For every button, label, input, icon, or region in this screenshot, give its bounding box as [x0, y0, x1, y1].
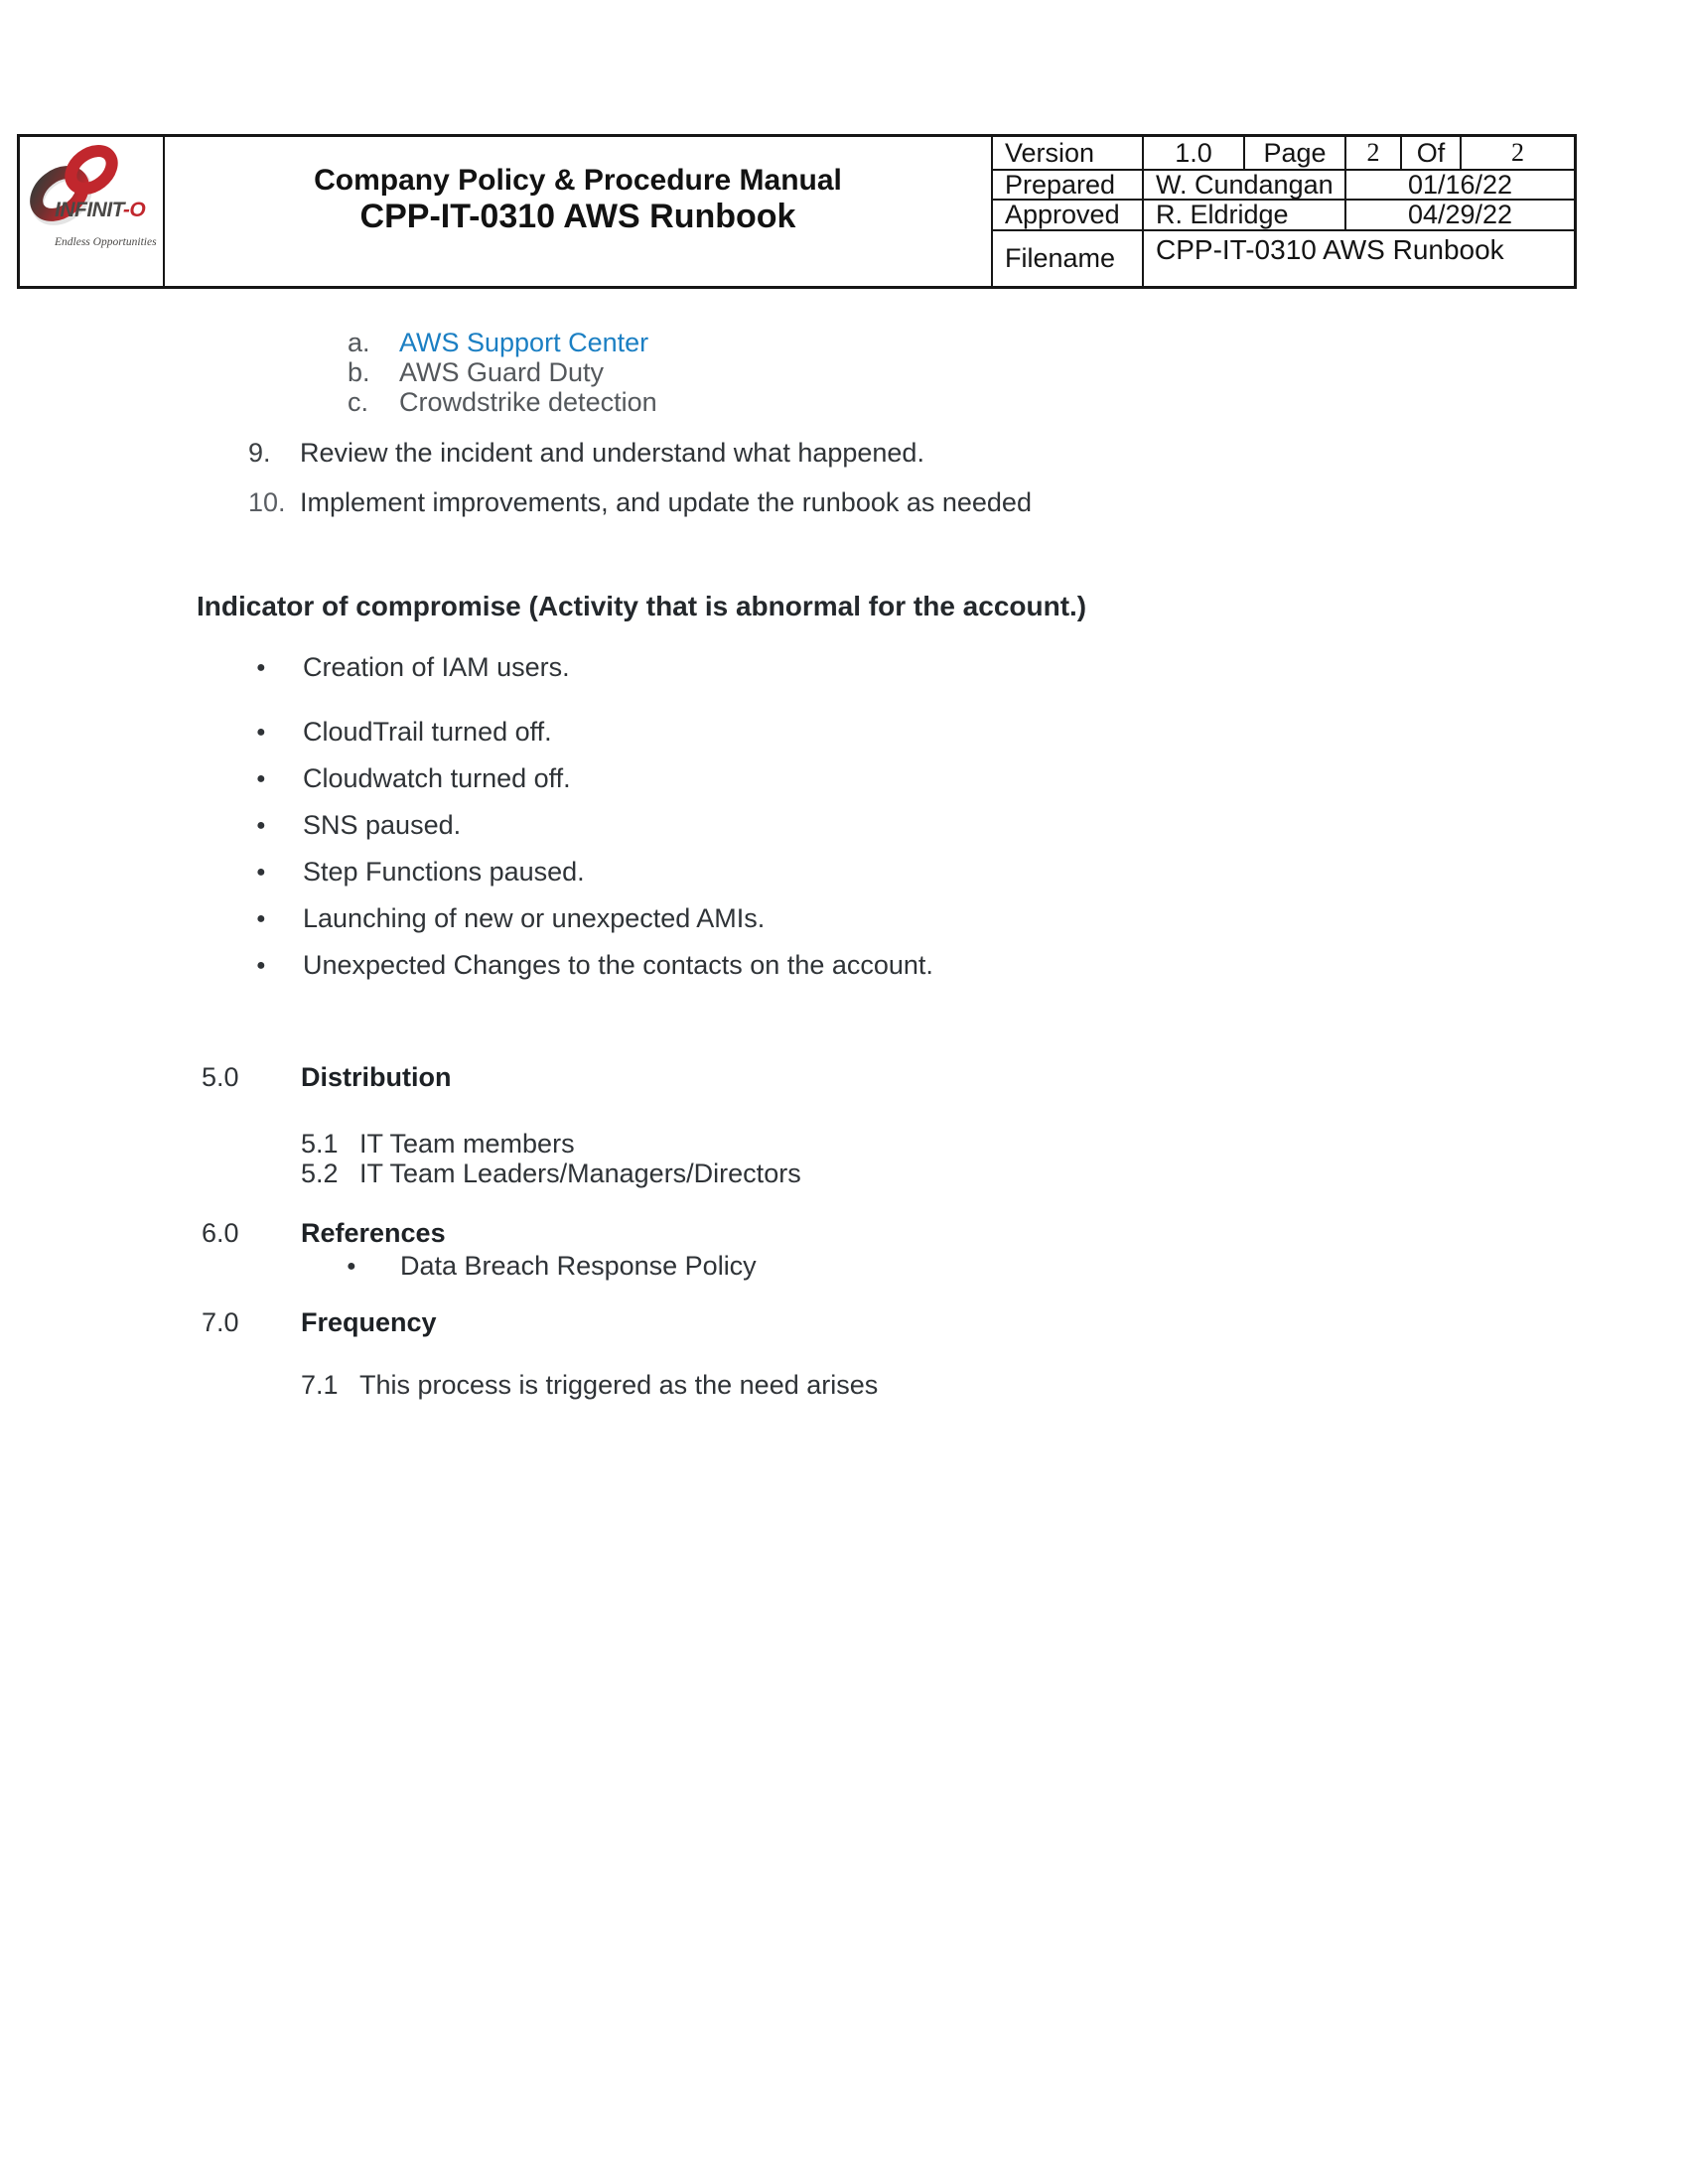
brand-accent: -O [122, 199, 146, 221]
list-item-text: SNS paused. [303, 810, 462, 840]
bullet-icon: ● [256, 659, 266, 676]
meta-approved-date: 04/29/22 [1344, 201, 1574, 231]
section-6-bullet [347, 1251, 757, 1282]
numbered-steps [248, 438, 1032, 518]
section-number: 5.0 [202, 1062, 239, 1092]
brand-tagline: Endless Opportunities [55, 236, 157, 248]
bullet-icon: ● [256, 724, 266, 741]
company-logo [20, 137, 165, 286]
list-item [348, 328, 657, 357]
brand-main: INFINIT [55, 199, 123, 221]
document-meta-table [993, 137, 1574, 286]
list-item-text: Review the incident and understand what happened. [300, 438, 924, 468]
section-6-heading [202, 1218, 446, 1249]
list-item-text: CloudTrail turned off. [303, 717, 552, 747]
list-marker: b. [348, 357, 370, 387]
list-item [256, 652, 933, 683]
section-5-heading [202, 1062, 451, 1093]
list-item-text: Launching of new or unexpected AMIs. [303, 903, 766, 933]
meta-of-value: 2 [1460, 137, 1574, 171]
list-marker: a. [348, 328, 370, 357]
section-title: Distribution [301, 1062, 452, 1092]
list-item-text: This process is triggered as the need arises [359, 1370, 879, 1400]
list-item-text: Implement improvements, and update the runbook as needed [300, 487, 1032, 517]
list-item [348, 387, 657, 417]
manual-title: Company Policy & Procedure Manual [314, 164, 842, 197]
bullet-icon: ● [347, 1258, 356, 1275]
section-number: 6.0 [202, 1218, 239, 1248]
list-marker: 10. [248, 487, 286, 517]
list-item-text: Creation of IAM users. [303, 652, 570, 682]
meta-filename-value: CPP-IT-0310 AWS Runbook [1142, 231, 1574, 286]
section-5-items [301, 1129, 801, 1188]
list-item [256, 903, 933, 934]
list-item [256, 950, 933, 981]
bullet-icon: ● [256, 910, 266, 927]
list-item [248, 487, 1032, 518]
meta-approved-by: R. Eldridge [1142, 201, 1344, 231]
list-item-text: Cloudwatch turned off. [303, 763, 571, 793]
bullet-icon: ● [256, 864, 266, 881]
meta-prepared-by: W. Cundangan [1142, 171, 1344, 201]
list-item-text: IT Team members [359, 1129, 575, 1159]
list-marker: 7.1 [301, 1370, 339, 1400]
list-marker: 5.2 [301, 1159, 339, 1188]
list-marker: 9. [248, 438, 271, 468]
meta-approved-label: Approved [993, 201, 1142, 231]
alpha-sublist [348, 328, 657, 417]
ioc-bullet-list [256, 652, 933, 997]
meta-prepared-label: Prepared [993, 171, 1142, 201]
aws-support-center-link[interactable]: AWS Support Center [399, 328, 649, 357]
bullet-icon: ● [256, 957, 266, 974]
brand-wordmark [55, 199, 145, 222]
section-title: References [301, 1218, 446, 1248]
list-marker: 5.1 [301, 1129, 339, 1159]
list-item-text: Unexpected Changes to the contacts on the account. [303, 950, 933, 980]
list-item [256, 810, 933, 841]
meta-version-label: Version [993, 137, 1142, 171]
meta-page-value: 2 [1344, 137, 1400, 171]
meta-prepared-date: 01/16/22 [1344, 171, 1574, 201]
list-item [256, 763, 933, 794]
bullet-icon: ● [256, 770, 266, 787]
list-item-text: AWS Guard Duty [399, 357, 605, 387]
meta-version-value: 1.0 [1142, 137, 1243, 171]
list-item-text: IT Team Leaders/Managers/Directors [359, 1159, 801, 1188]
document-header [17, 134, 1577, 289]
list-item [248, 438, 1032, 469]
ioc-heading: Indicator of compromise (Activity that is abnormal for the account.) [197, 591, 1087, 621]
section-number: 7.0 [202, 1307, 239, 1337]
document-title: CPP-IT-0310 AWS Runbook [359, 198, 796, 235]
list-item-text: Step Functions paused. [303, 857, 585, 887]
list-item [348, 357, 657, 387]
section-7-item [301, 1370, 878, 1401]
section-title: Frequency [301, 1307, 437, 1337]
list-marker: c. [348, 387, 369, 417]
list-item [301, 1129, 801, 1159]
list-item [256, 857, 933, 887]
list-item-text: Data Breach Response Policy [400, 1251, 757, 1281]
bullet-icon: ● [256, 817, 266, 834]
meta-of-label: Of [1400, 137, 1460, 171]
header-title-block [165, 137, 993, 286]
section-7-heading [202, 1307, 437, 1338]
list-item [256, 717, 933, 748]
list-item [301, 1159, 801, 1188]
meta-page-label: Page [1243, 137, 1344, 171]
meta-filename-label: Filename [1005, 243, 1116, 273]
list-item-text: Crowdstrike detection [399, 387, 657, 417]
